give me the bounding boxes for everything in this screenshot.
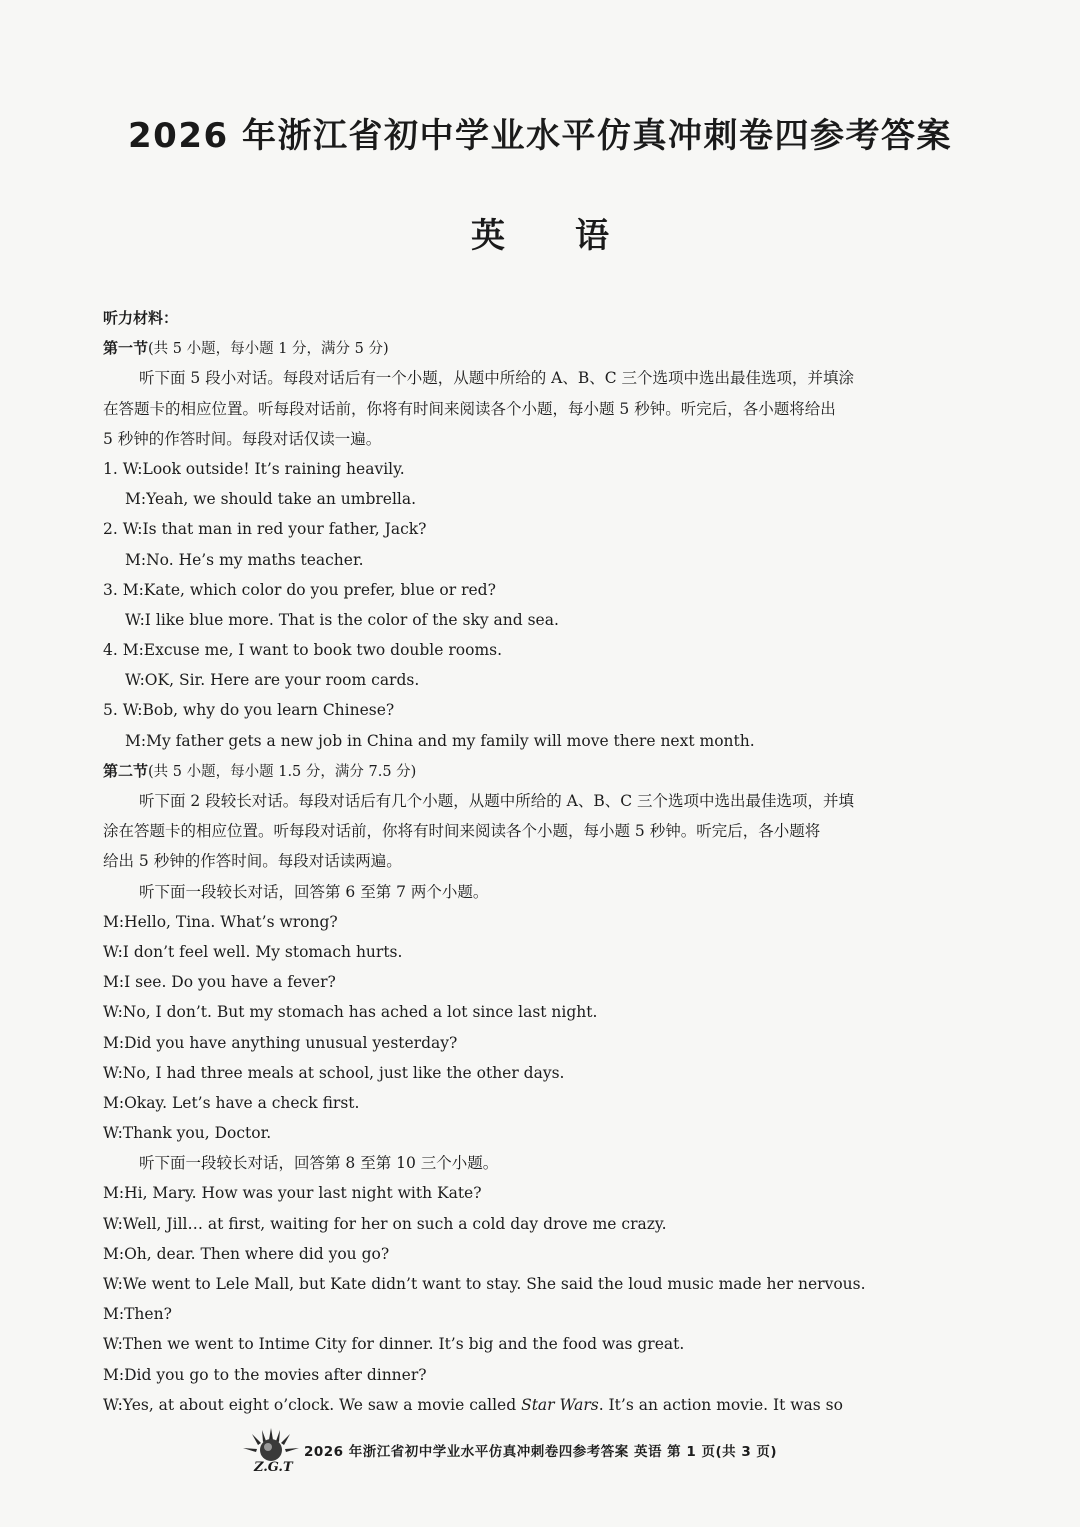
dialogue-line: M:No. He’s my maths teacher. (125, 550, 364, 569)
dialogue-line: M:I see. Do you have a fever? (103, 973, 336, 992)
dialogue-line: 2. W:Is that man in red your father, Jack? (103, 520, 427, 539)
dialogue-line: W:I don’t feel well. My stomach hurts. (103, 942, 403, 961)
section1-instruction-line: 在答题卡的相应位置。听每段对话前，你将有时间来阅读各个小题，每小题 5 秒钟。听完后，各小题将给出 (103, 399, 836, 418)
footer-text: 2026 年浙江省初中学业水平仿真冲刺卷四参考答案 英语 第 1 页(共 3 页) (304, 1444, 778, 1460)
svg-text:Z.G.T: Z.G.T (254, 1460, 293, 1474)
section1-instruction-line: 听下面 5 段小对话。每段对话后有一个小题，从题中所给的 A、B、C 三个选项中选出最佳选项，并填涂 (139, 369, 855, 388)
listening-heading: 听力材料： (103, 309, 179, 327)
dialogue-line: W:No, I had three meals at school, just like the other days. (103, 1063, 565, 1082)
section2-instruction-line: 给出 5 秒钟的作答时间。每段对话读两遍。 (103, 852, 402, 871)
dialogue-line: W:I like blue more. That is the color of the sky and sea. (125, 610, 559, 629)
dialogue-line: M:Did you go to the movies after dinner? (103, 1365, 427, 1384)
dialogue-line: 3. M:Kate, which color do you prefer, blue or red? (103, 580, 496, 599)
dialogue-line: W:OK, Sir. Here are your room cards. (125, 671, 420, 690)
subject-char-1: 英 (471, 216, 505, 256)
document-body (103, 303, 983, 1420)
section1-title-label: 第一节 (103, 339, 149, 358)
dialogue-line-last (103, 1390, 983, 1420)
dialogue-text: . It’s an action movie. It was so (598, 1395, 843, 1414)
dialogue-line: 5. W:Bob, why do you learn Chinese? (103, 701, 395, 720)
section1-title (103, 333, 983, 363)
subject-heading (0, 208, 1080, 257)
dialogue-line: 1. W:Look outside! It’s raining heavily. (103, 459, 405, 478)
page-footer (240, 1426, 880, 1474)
dialogue-line: M:Yeah, we should take an umbrella. (125, 490, 417, 509)
section2-instruction-line: 涂在答题卡的相应位置。听每段对话前，你将有时间来阅读各个小题，每小题 5 秒钟。听完后，各小题将 (103, 822, 821, 841)
section2-title-detail: (共 5 小题，每小题 1.5 分，满分 7.5 分) (148, 763, 417, 780)
publisher-logo (240, 1426, 302, 1474)
movie-title: Star Wars (521, 1395, 599, 1414)
dialogue-line: W:Thank you, Doctor. (103, 1124, 272, 1143)
section1-title-detail: (共 5 小题，每小题 1 分，满分 5 分) (148, 341, 389, 358)
section2-instruction-line: 听下面 2 段较长对话。每段对话后有几个小题，从题中所给的 A、B、C 三个选项中选出最佳选项，并填 (139, 792, 855, 810)
dialogue-line: M:Okay. Let’s have a check first. (103, 1093, 360, 1112)
dialogue-line: M:My father gets a new job in China and my family will move there next month. (125, 731, 755, 750)
dialogue-line: W:No, I don’t. But my stomach has ached a lot since last night. (103, 1003, 598, 1022)
section2-title (103, 756, 983, 786)
section1-instruction-line: 5 秒钟的作答时间。每段对话仅读一遍。 (103, 429, 382, 448)
page-title: 2026 年浙江省初中学业水平仿真冲刺卷四参考答案 (128, 116, 952, 156)
dialogue-line: W:Well, Jill… at first, waiting for her on such a cold day drove me crazy. (103, 1214, 667, 1233)
dialogue-line: M:Hello, Tina. What’s wrong? (103, 912, 338, 931)
dialogue-line: M:Oh, dear. Then where did you go? (103, 1244, 390, 1263)
conversation-intro: 听下面一段较长对话，回答第 8 至第 10 三个小题。 (139, 1154, 499, 1173)
section2-title-label: 第二节 (103, 761, 149, 780)
conversation-intro: 听下面一段较长对话，回答第 6 至第 7 两个小题。 (139, 882, 489, 901)
sunburst-logo-icon (240, 1426, 302, 1474)
dialogue-line: M:Hi, Mary. How was your last night with Kate? (103, 1184, 482, 1203)
dialogue-line: 4. M:Excuse me, I want to book two double rooms. (103, 641, 503, 660)
dialogue-line: W:We went to Lele Mall, but Kate didn’t want to stay. She said the loud music made her nervous. (103, 1275, 866, 1293)
dialogue-line: M:Did you have anything unusual yesterday? (103, 1033, 458, 1052)
subject-char-2: 语 (575, 216, 609, 256)
dialogue-text: W:Yes, at about eight o’clock. We saw a movie called (103, 1395, 522, 1414)
dialogue-line: M:Then? (103, 1305, 172, 1324)
dialogue-line: W:Then we went to Intime City for dinner. It’s big and the food was great. (103, 1335, 685, 1354)
